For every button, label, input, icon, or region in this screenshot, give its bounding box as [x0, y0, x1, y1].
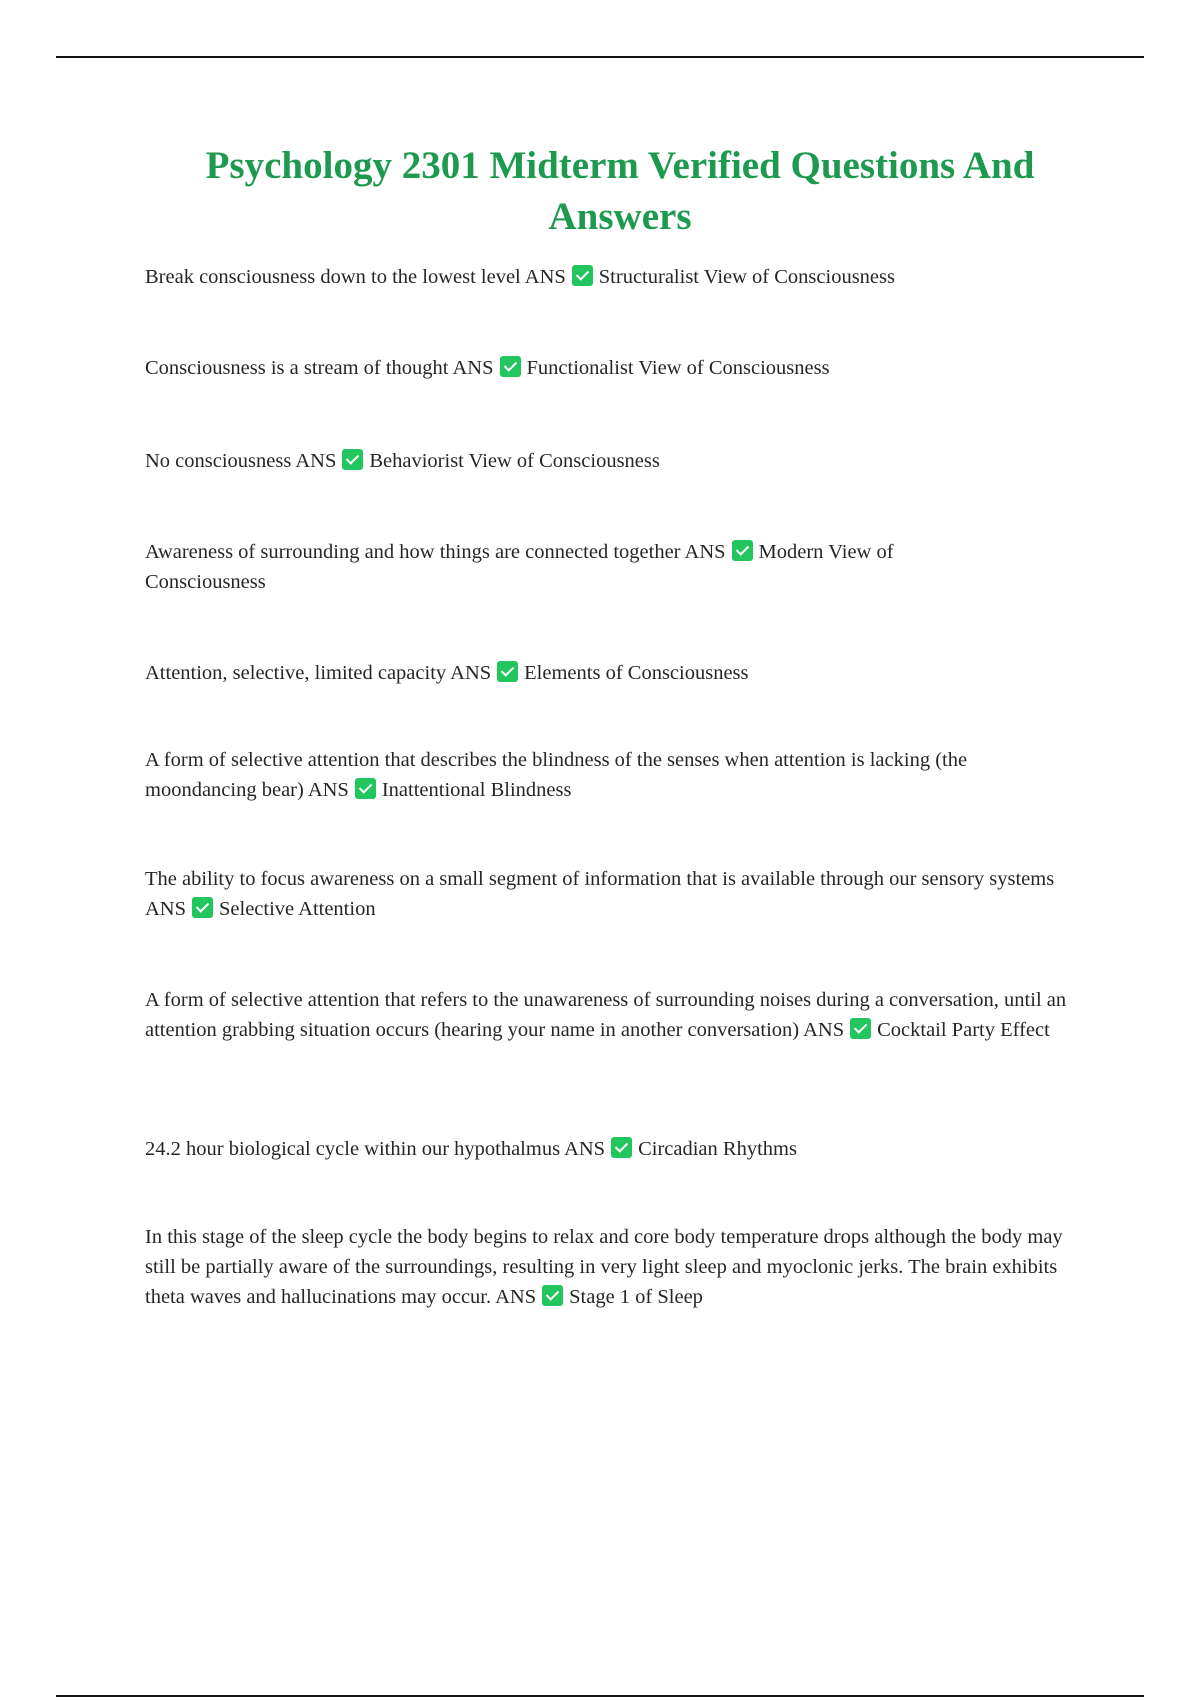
qa-item	[145, 1134, 1080, 1164]
answer-text: Behaviorist View of Consciousness	[369, 450, 660, 472]
question-text: 24.2 hour biological cycle within our hypothalmus	[145, 1138, 561, 1160]
qa-item	[145, 658, 1080, 688]
answer-text: Modern View of Consciousness	[145, 541, 894, 593]
ans-label: ANS	[307, 779, 349, 801]
ans-label: ANS	[684, 541, 726, 563]
question-text: The ability to focus awareness on a small segment of information that is available through our sensory systems	[145, 868, 1055, 890]
ans-label: ANS	[803, 1019, 845, 1041]
answer-text: Circadian Rhythms	[638, 1138, 797, 1160]
check-box-icon	[355, 778, 376, 799]
check-box-icon	[611, 1137, 632, 1158]
check-box-icon	[572, 265, 593, 286]
qa-item	[145, 745, 1065, 805]
answer-text: Inattentional Blindness	[381, 779, 572, 801]
ans-label: ANS	[524, 266, 566, 288]
qa-item	[145, 1222, 1090, 1312]
check-box-icon	[542, 1285, 563, 1306]
ans-label: ANS	[452, 357, 494, 379]
question-text: In this stage of the sleep cycle the body begins to relax and core body temperature drops although the body may still be partially aware of the surroundings, resulting in very light sleep and myoclonic jerks. The brain exhibits theta waves and hallucinations may occur.	[145, 1226, 1063, 1308]
check-box-icon	[342, 449, 363, 470]
check-box-icon	[850, 1018, 871, 1039]
qa-item	[145, 262, 1080, 292]
ans-label: ANS	[450, 662, 492, 684]
qa-item	[145, 864, 1080, 924]
question-text: A form of selective attention that refers to the unawareness of surrounding noises during a conversation, until an attention grabbing situation occurs (hearing your name in another conversation)	[145, 989, 1067, 1041]
check-box-icon	[500, 356, 521, 377]
qa-item	[145, 985, 1095, 1045]
answer-text: Cocktail Party Effect	[877, 1019, 1050, 1041]
question-text: Break consciousness down to the lowest level	[145, 266, 521, 288]
qa-item	[145, 446, 1080, 476]
question-text: Attention, selective, limited capacity	[145, 662, 447, 684]
check-box-icon	[497, 661, 518, 682]
question-text: Consciousness is a stream of thought	[145, 357, 449, 379]
check-box-icon	[732, 540, 753, 561]
header-rule	[56, 56, 1144, 58]
ans-label: ANS	[564, 1138, 606, 1160]
question-text: Awareness of surrounding and how things are connected together	[145, 541, 681, 563]
answer-text: Selective Attention	[219, 898, 376, 920]
question-text: No consciousness	[145, 450, 292, 472]
ans-label: ANS	[495, 1286, 537, 1308]
ans-label: ANS	[145, 898, 187, 920]
document-title: Psychology 2301 Midterm Verified Questions And Answers	[205, 144, 1035, 238]
footer-rule	[56, 1695, 1144, 1697]
qa-item	[145, 353, 1080, 383]
answer-text: Stage 1 of Sleep	[569, 1286, 703, 1308]
answer-text: Elements of Consciousness	[524, 662, 749, 684]
ans-label: ANS	[295, 450, 337, 472]
qa-item	[145, 537, 975, 597]
answer-text: Functionalist View of Consciousness	[526, 357, 830, 379]
question-text: A form of selective attention that describes the blindness of the senses when attention is lacking (the moondancing bear)	[145, 749, 968, 801]
answer-text: Structuralist View of Consciousness	[598, 266, 895, 288]
check-box-icon	[192, 897, 213, 918]
